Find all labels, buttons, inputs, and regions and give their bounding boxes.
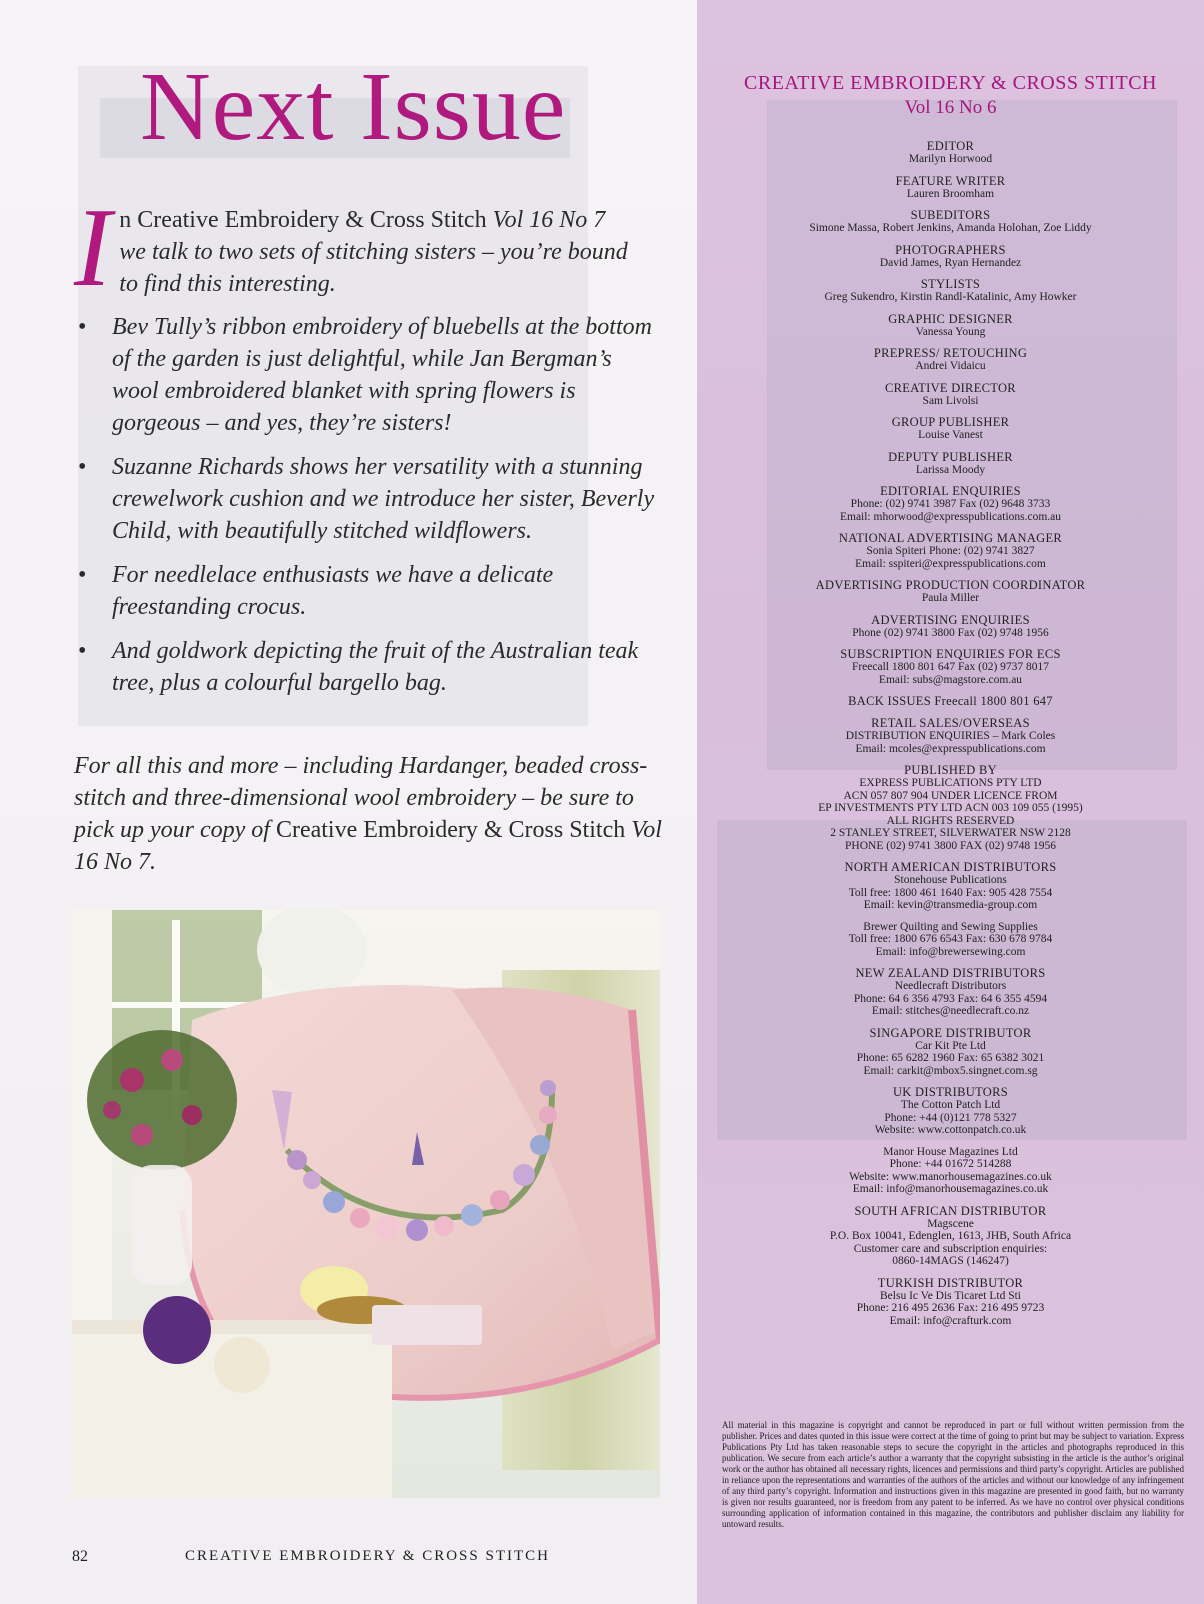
credit-block: [697, 579, 1204, 605]
list-item: • Bev Tully’s ribbon embroidery of bluebells at the bottom of the garden is just delightful, while Jan Bergman’s wool embroidered blanket with spring flowers is gorgeous – and yes, they’re sisters!: [78, 311, 658, 439]
credit-line: 0860-14MAGS (146247): [892, 1255, 1009, 1267]
credit-line: Email: info@crafturk.com: [889, 1314, 1012, 1327]
drop-cap: I: [74, 186, 112, 310]
credit-block: [697, 485, 1204, 523]
credit-block: [697, 1277, 1204, 1328]
credit-line: Phone: +44 01672 514288: [889, 1158, 1012, 1170]
credits-list: [697, 140, 1204, 1336]
list-item: • For needlelace enthusiasts we have a delicate freestanding crocus.: [78, 559, 658, 623]
page-number: 82: [72, 1548, 88, 1565]
credit-block: [697, 614, 1204, 640]
credit-block: [697, 1205, 1204, 1268]
credit-line: EP INVESTMENTS PTY LTD ACN 003 109 055 (1995): [818, 802, 1083, 814]
credit-line: Email: stitches@needlecraft.co.nz: [871, 1005, 1030, 1017]
credit-role: PUBLISHED BY: [904, 763, 997, 777]
credit-line: Vanessa Young: [915, 325, 986, 338]
credit-block: [697, 861, 1204, 912]
bullet-icon: •: [78, 314, 87, 340]
credit-block: [697, 313, 1204, 339]
credit-block: [697, 382, 1204, 408]
blanket-photo: [72, 910, 660, 1498]
credit-role: STYLISTS: [920, 277, 981, 291]
page-title: Next Issue: [140, 53, 567, 161]
credit-role: EDITOR: [926, 139, 975, 153]
masthead-volume: Vol 16 No 6: [904, 97, 997, 118]
credit-role: ADVERTISING PRODUCTION COORDINATOR: [815, 578, 1086, 592]
credit-role: GROUP PUBLISHER: [891, 415, 1010, 429]
credit-line: Simone Massa, Robert Jenkins, Amanda Holohan, Zoe Liddy: [809, 222, 1092, 234]
credit-block: [697, 967, 1204, 1018]
credit-block: [697, 648, 1204, 686]
credit-role: NEW ZEALAND DISTRIBUTORS: [855, 966, 1046, 980]
credit-line: Toll free: 1800 676 6543 Fax: 630 678 9784: [848, 933, 1053, 945]
legal-disclaimer: All material in this magazine is copyright and cannot be reproduced in part or full without written permission from the publisher. Prices and dates quoted in this issue were correct at the time of going to print but may be subject to variation. Express Publications Pty Ltd has taken reasonable steps to secure the copyright in the articles and photographs reproduced in this publication. We secure from each article’s author a warranty that the copyright subsisting in the article is the author’s original work or the author has obtained all necessary rights, licences and permissions and third party’s copyright. Articles are published in reliance upon the representations and warranties of the authors of the articles and without our knowledge of any infringement of any third party’s copyright. Information and instructions given in this magazine are presented in good faith, but no warranty is given nor results guaranteed, nor is freedom from any patent to be inferred. As we have no control over physical conditions surrounding application of information contained in this magazine, the contributors and publisher disclaim any liability for untoward results.: [722, 1420, 1184, 1529]
credit-line: Stonehouse Publications: [894, 874, 1007, 886]
credit-line: Paula Miller: [921, 592, 980, 604]
bullet-icon: •: [78, 454, 87, 480]
credit-role: FEATURE WRITER: [895, 173, 1006, 188]
credit-line: Phone: 65 6282 1960 Fax: 65 6382 3021: [856, 1052, 1045, 1064]
credit-line: Email: mhorwood@expresspublications.com.au: [839, 510, 1062, 523]
credit-role: GRAPHIC DESIGNER: [888, 311, 1013, 326]
credit-line: Email: info@brewersewing.com: [875, 945, 1026, 958]
credit-line: Email: subs@magstore.com.au: [878, 673, 1023, 686]
credit-line: Louise Vanest: [918, 429, 983, 441]
list-item: • And goldwork depicting the fruit of the Australian teak tree, plus a colourful bargello bag.: [78, 635, 658, 699]
credit-line: P.O. Box 10041, Edenglen, 1613, JHB, South Africa: [829, 1230, 1072, 1242]
credit-role: SINGAPORE DISTRIBUTOR: [869, 1025, 1032, 1040]
credit-line: Brewer Quilting and Sewing Supplies: [863, 920, 1038, 933]
credit-role: DEPUTY PUBLISHER: [888, 449, 1013, 464]
credit-line: Magscene: [927, 1217, 974, 1230]
credit-block: [697, 175, 1204, 201]
credit-block: [697, 532, 1204, 570]
credit-line: Toll free: 1800 461 1640 Fax: 905 428 7554: [848, 886, 1053, 899]
feature-list: [78, 311, 658, 711]
intro-text-italic: Vol 16 No 7 we talk to two sets of stitching sisters – you’re bound to find this interesting.: [119, 207, 628, 297]
credit-line: Email: mcoles@expresspublications.com: [855, 742, 1046, 755]
credit-line: Phone: 216 495 2636 Fax: 216 495 9723: [856, 1302, 1045, 1314]
credit-role: PREPRESS/ RETOUCHING: [873, 346, 1028, 360]
credit-role: EDITORIAL ENQUIRIES: [880, 484, 1021, 498]
credit-block: [697, 347, 1204, 373]
credit-line: Andrei Vidaicu: [915, 360, 986, 372]
credit-line: Phone: 64 6 356 4793 Fax: 64 6 355 4594: [853, 992, 1048, 1005]
embroidered-blanket-illustration: [72, 910, 660, 1498]
credit-line: PHONE (02) 9741 3800 FAX (02) 9748 1956: [845, 839, 1056, 852]
credit-role: UK DISTRIBUTORS: [892, 1085, 1009, 1099]
intro-paragraph: [74, 186, 634, 310]
credit-role: SUBSCRIPTION ENQUIRIES FOR ECS: [840, 647, 1061, 661]
credit-block: [697, 1146, 1204, 1196]
credit-line: DISTRIBUTION ENQUIRIES – Mark Coles: [845, 730, 1056, 742]
closing-paragraph: For all this and more – including Hardanger, beaded cross-stitch and three-dimensional wool embroidery – be sure to pick up your copy of Creative Embroidery & Cross Stitch Vol 16 No 7.: [74, 753, 662, 875]
credit-line: Greg Sukendro, Kirstin Randl-Katalinic, Amy Howker: [824, 291, 1077, 303]
credit-block: [697, 695, 1204, 708]
credit-line: Website: www.cottonpatch.co.uk: [874, 1124, 1027, 1136]
credit-line: Larissa Moody: [915, 463, 986, 476]
masthead-header: [697, 72, 1204, 119]
credit-line: Freecall 1800 801 647 Fax (02) 9737 8017: [851, 661, 1050, 673]
footer-magazine-title: CREATIVE EMBROIDERY & CROSS STITCH: [185, 1548, 550, 1564]
credit-role: SUBEDITORS: [910, 208, 991, 222]
credit-line: Website: www.manorhousemagazines.co.uk: [849, 1170, 1052, 1183]
credit-line: 2 STANLEY STREET, SILVERWATER NSW 2128: [830, 827, 1071, 839]
credit-role: CREATIVE DIRECTOR: [885, 380, 1016, 395]
credit-block: [697, 278, 1204, 304]
credit-line: David James, Ryan Hernandez: [879, 256, 1022, 269]
credit-block: [697, 140, 1204, 166]
credit-line: Marilyn Horwood: [908, 153, 993, 165]
magazine-name-inline: Creative Embroidery & Cross Stitch: [275, 817, 626, 843]
credit-line: Needlecraft Distributors: [894, 980, 1007, 992]
credit-line: EXPRESS PUBLICATIONS PTY LTD: [859, 777, 1042, 789]
credit-line: Phone: +44 (0)121 778 5327: [884, 1111, 1017, 1124]
masthead-title: CREATIVE EMBROIDERY & CROSS STITCH: [744, 72, 1157, 94]
credit-line: Belsu Ic Ve Dis Ticaret Ltd Sti: [880, 1289, 1021, 1302]
credit-role: ADVERTISING ENQUIRIES: [871, 612, 1030, 627]
credit-line: ACN 057 807 904 UNDER LICENCE FROM: [843, 789, 1058, 802]
credit-role: SOUTH AFRICAN DISTRIBUTOR: [854, 1203, 1047, 1218]
credit-line: Email: info@manorhousemagazines.co.uk: [852, 1183, 1049, 1195]
credit-role: NORTH AMERICAN DISTRIBUTORS: [844, 860, 1057, 874]
credit-line: Phone: (02) 9741 3987 Fax (02) 9648 3733: [850, 498, 1051, 510]
credit-block: [697, 451, 1204, 477]
credit-block: [697, 1086, 1204, 1137]
credit-role: NATIONAL ADVERTISING MANAGER: [838, 531, 1063, 545]
credit-line: Manor House Magazines Ltd: [883, 1145, 1018, 1158]
credit-line: Lauren Broomham: [906, 187, 995, 200]
intro-text-upright: n Creative Embroidery & Cross Stitch: [119, 207, 487, 233]
credit-role: BACK ISSUES Freecall 1800 801 647: [848, 694, 1053, 708]
credit-role: TURKISH DISTRIBUTOR: [877, 1275, 1024, 1290]
credit-line: Email: carkit@mbox5.singnet.com.sg: [863, 1064, 1038, 1077]
credit-line: ALL RIGHTS RESERVED: [886, 814, 1015, 827]
credit-block: [697, 717, 1204, 755]
credit-block: [697, 764, 1204, 852]
credit-line: Email: sspiteri@expresspublications.com: [855, 557, 1046, 570]
credit-role: PHOTOGRAPHERS: [895, 242, 1006, 257]
bullet-icon: •: [78, 638, 87, 664]
credit-block: [697, 416, 1204, 442]
credit-block: [697, 244, 1204, 270]
credit-block: [697, 1027, 1204, 1078]
credit-line: Email: kevin@transmedia-group.com: [863, 899, 1038, 911]
credit-block: [697, 209, 1204, 235]
credit-line: Phone (02) 9741 3800 Fax (02) 9748 1956: [852, 626, 1049, 639]
list-item: • Suzanne Richards shows her versatility with a stunning crewelwork cushion and we introduce her sister, Beverly Child, with beautifully stitched wildflowers.: [78, 451, 658, 547]
credit-block: [697, 921, 1204, 959]
credit-line: Car Kit Pte Ltd: [915, 1039, 986, 1052]
credit-line: The Cotton Patch Ltd: [900, 1099, 1001, 1111]
credit-line: Customer care and subscription enquiries:: [853, 1242, 1048, 1255]
credit-line: Sonia Spiteri Phone: (02) 9741 3827: [866, 545, 1035, 557]
credit-role: RETAIL SALES/OVERSEAS: [871, 716, 1030, 730]
credit-line: Sam Livolsi: [922, 394, 979, 407]
bullet-icon: •: [78, 562, 87, 588]
